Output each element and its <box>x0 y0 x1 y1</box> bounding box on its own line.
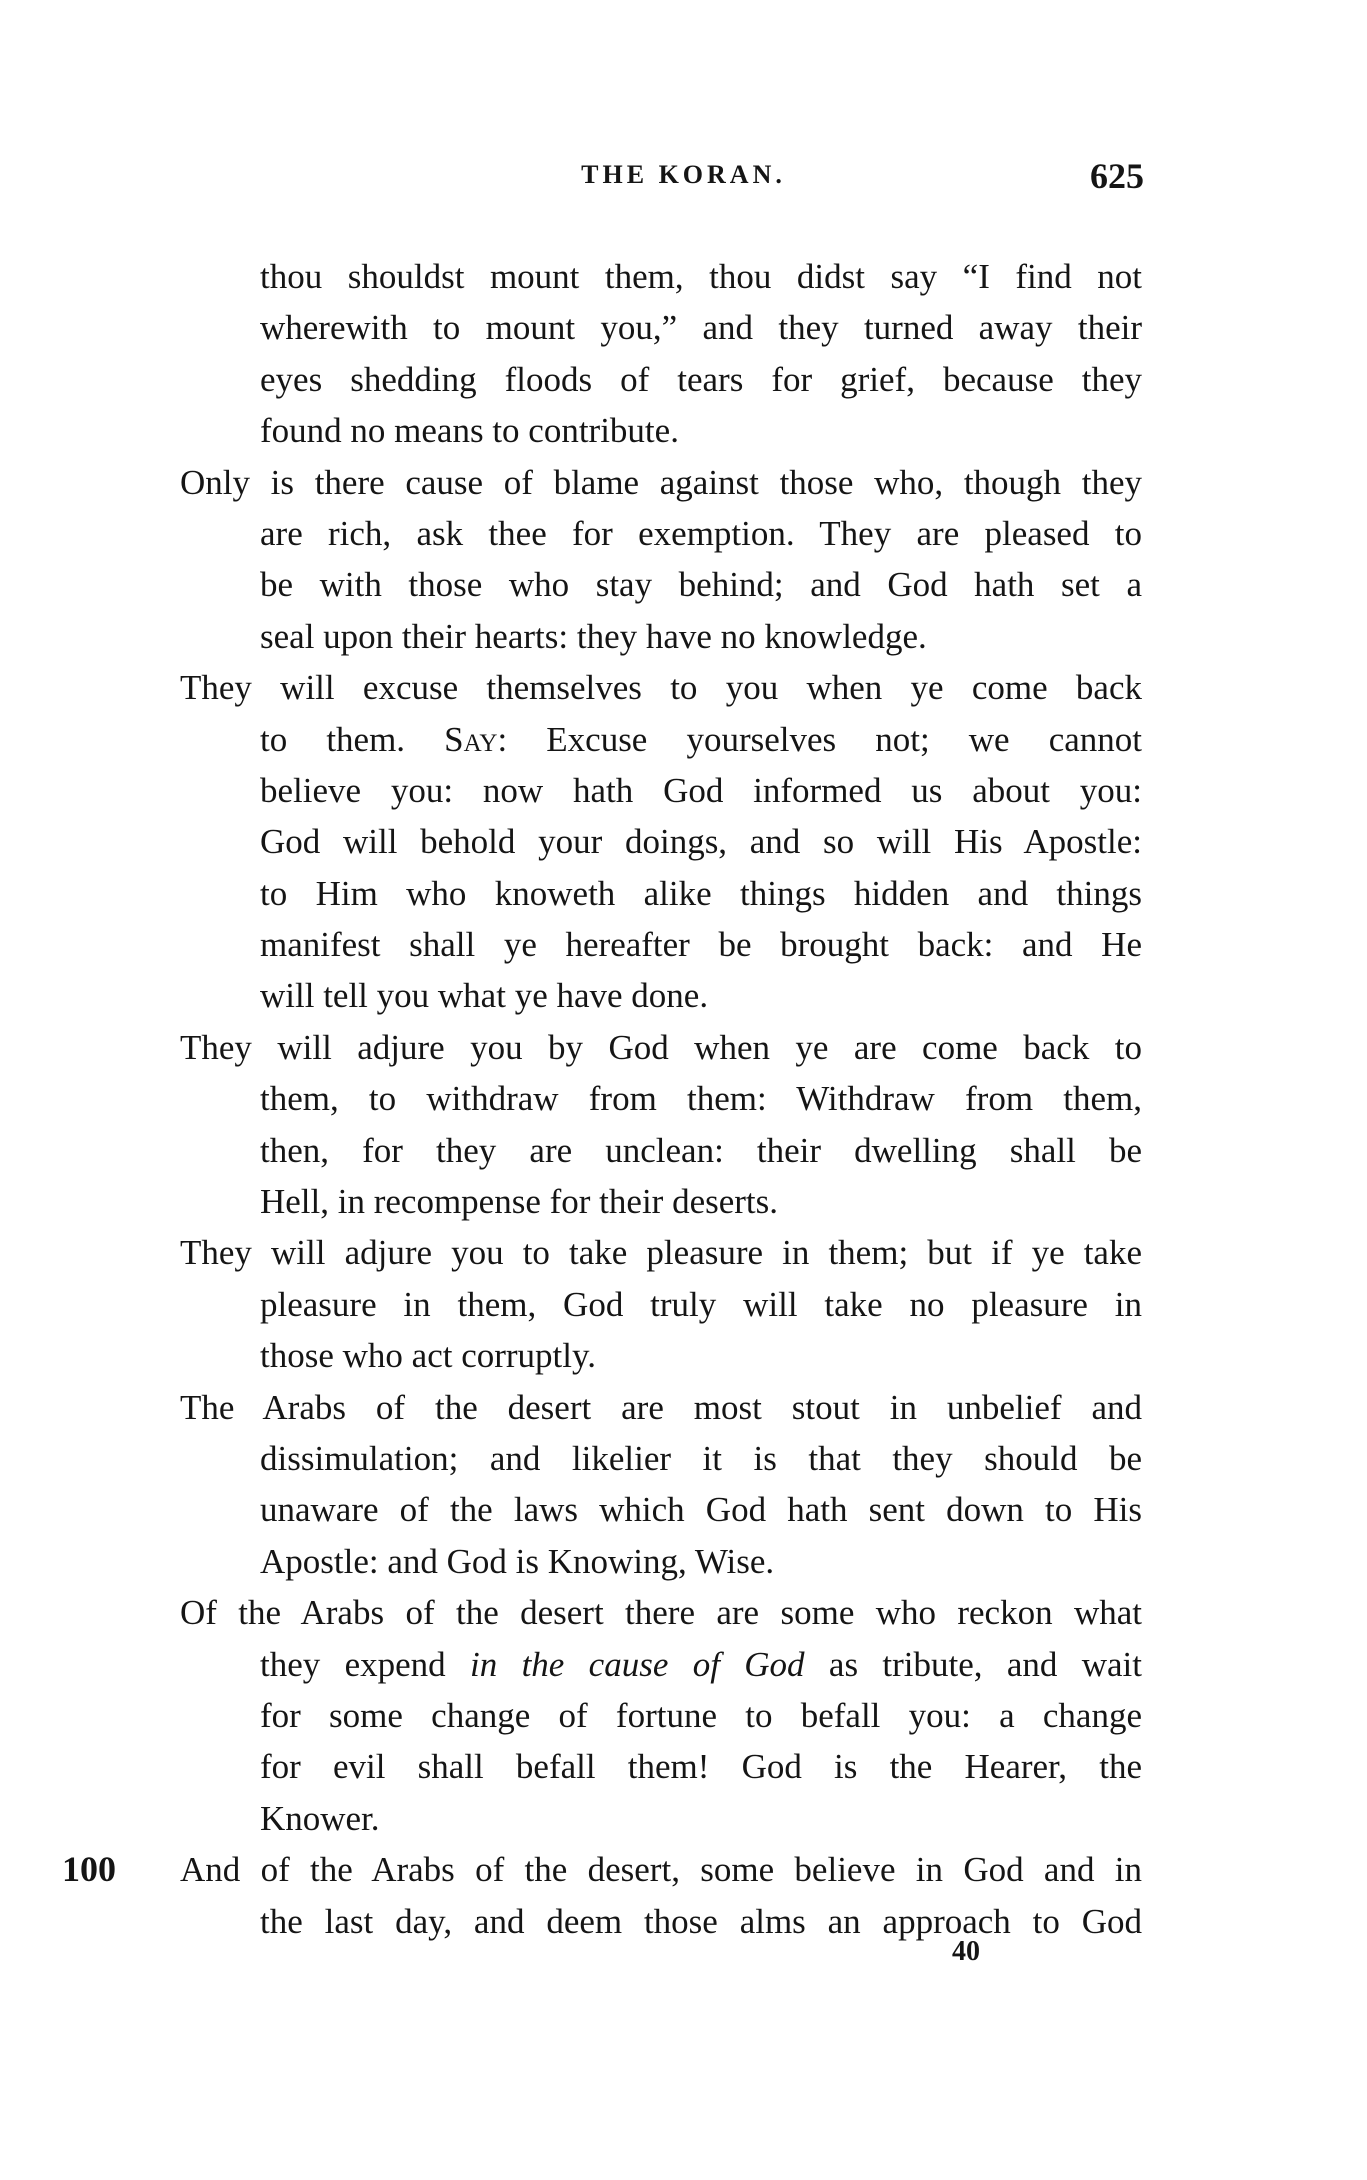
line-text: God will behold your doings, and so will His Apostle: <box>260 822 1142 862</box>
line-text: Knower. <box>260 1798 380 1838</box>
text-line <box>180 868 1142 919</box>
text-line <box>62 1844 1142 1895</box>
italic-phrase: in the cause of God <box>470 1644 805 1684</box>
text-line <box>180 1896 1142 1947</box>
line-text: for some change of fortune to befall you: a change <box>260 1695 1142 1735</box>
text-line <box>180 1690 1142 1741</box>
line-text: unaware of the laws which God hath sent down to His <box>260 1490 1142 1530</box>
text-line <box>180 1433 1142 1484</box>
text-line <box>180 1587 1142 1638</box>
text-line <box>180 662 1142 713</box>
text-line <box>180 1330 1142 1381</box>
line-text: found no means to contribute. <box>260 411 679 451</box>
line-text: manifest shall ye hereafter be brought back: and He <box>260 925 1142 965</box>
line-text: be with those who stay behind; and God hath set a <box>260 565 1142 605</box>
text-line <box>180 1741 1142 1792</box>
line-text: seal upon their hearts: they have no knowledge. <box>260 616 927 656</box>
text-line <box>180 457 1142 508</box>
text-line <box>180 1279 1142 1330</box>
text-line <box>180 1176 1142 1227</box>
line-text: Apostle: and God is Knowing, Wise. <box>260 1541 775 1581</box>
signature-mark: 40 <box>952 1936 980 1967</box>
line-text: Of the Arabs of the desert there are some who reckon what <box>180 1593 1142 1633</box>
line-text: for evil shall befall them! God is the Hearer, the <box>260 1747 1142 1787</box>
text-line <box>180 354 1142 405</box>
text-line <box>180 1022 1142 1073</box>
text-line <box>180 1382 1142 1433</box>
verse-number: 100 <box>62 1849 116 1890</box>
line-text: They will adjure you by God when ye are come back to <box>180 1027 1142 1067</box>
line-text: the last day, and deem those alms an approach to God <box>260 1901 1142 1941</box>
body-text <box>62 251 1142 1947</box>
line-text: They will excuse themselves to you when ye come back <box>180 668 1142 708</box>
line-text: thou shouldst mount them, thou didst say “I find not <box>260 257 1142 296</box>
text-line <box>180 1536 1142 1587</box>
running-title: THE KORAN. <box>581 160 786 189</box>
text-line <box>180 559 1142 610</box>
line-text: They will adjure you to take pleasure in them; but if ye take <box>180 1233 1142 1273</box>
text-line <box>180 970 1142 1021</box>
text-line <box>180 611 1142 662</box>
line-text: them, to withdraw from them: Withdraw from them, <box>260 1079 1142 1119</box>
line-text: will tell you what ye have done. <box>260 976 709 1016</box>
text-line <box>180 919 1142 970</box>
line-text: those who act corruptly. <box>260 1336 596 1376</box>
line-text: And of the Arabs of the desert, some believe in God and in <box>180 1850 1142 1890</box>
line-text: Only is there cause of blame against those who, though they <box>180 462 1142 502</box>
line-text: The Arabs of the desert are most stout in unbelief and <box>180 1387 1142 1427</box>
text-line <box>180 714 1142 765</box>
text-line <box>180 302 1142 353</box>
text-line <box>180 405 1142 456</box>
line-text: believe you: now hath God informed us about you: <box>260 770 1142 810</box>
line-text: eyes shedding floods of tears for grief, because they <box>260 359 1142 399</box>
text-line <box>180 508 1142 559</box>
text-line <box>180 251 1142 302</box>
text-line <box>180 1125 1142 1176</box>
page-number: 625 <box>1090 156 1144 196</box>
text-line <box>180 1484 1142 1535</box>
small-caps-word: Say <box>444 719 498 759</box>
line-text: dissimulation; and likelier it is that they should be <box>260 1438 1142 1478</box>
text-line <box>180 1073 1142 1124</box>
line-text: Hell, in recompense for their deserts. <box>260 1182 779 1222</box>
line-text: to Him who knoweth alike things hidden and things <box>260 873 1142 913</box>
text-line <box>180 1227 1142 1278</box>
line-text: pleasure in them, God truly will take no pleasure in <box>260 1284 1142 1324</box>
text-line <box>180 1793 1142 1844</box>
line-text: to them. <box>260 719 445 759</box>
text-line <box>180 765 1142 816</box>
line-text: as tribute, and wait <box>804 1644 1142 1684</box>
line-text: then, for they are unclean: their dwelling shall be <box>260 1130 1142 1170</box>
line-text: wherewith to mount you,” and they turned away their <box>260 308 1142 348</box>
text-line <box>180 816 1142 867</box>
line-text: : Excuse yourselves not; we cannot <box>497 719 1142 759</box>
text-line <box>180 1639 1142 1690</box>
line-text: are rich, ask thee for exemption. They are pleased to <box>260 513 1142 553</box>
line-text: they expend <box>260 1644 471 1684</box>
